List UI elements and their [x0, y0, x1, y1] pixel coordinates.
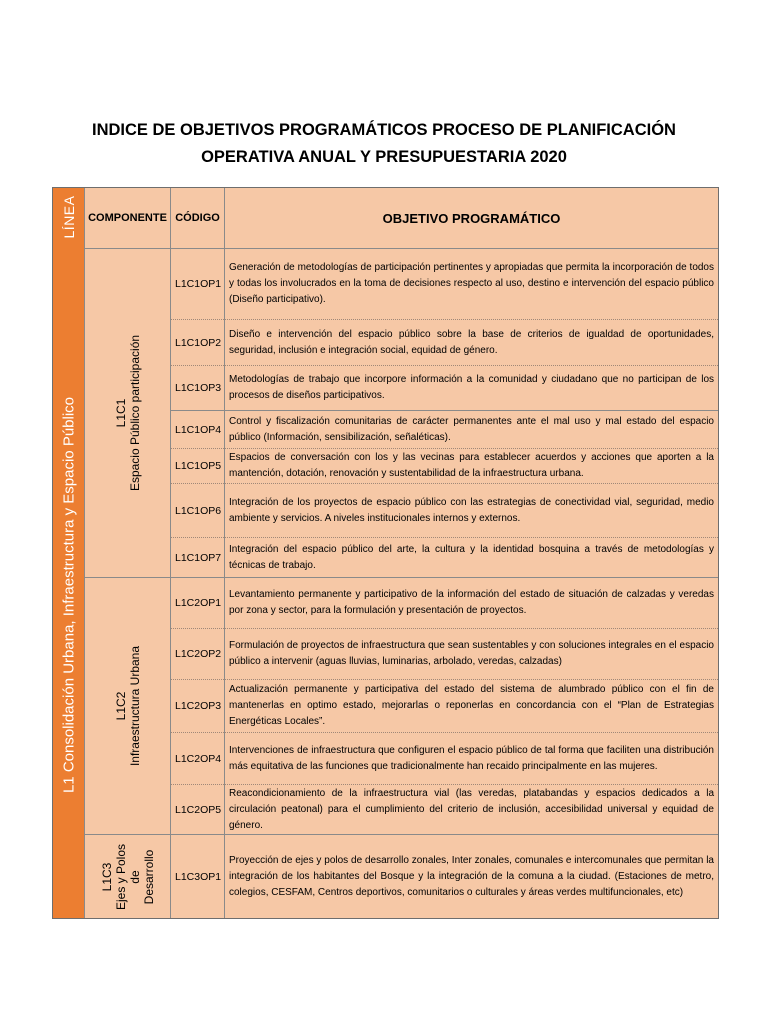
component-l1c2-text: L1C2 Infraestructura Urbana [113, 645, 142, 767]
title-line-2: OPERATIVA ANUAL Y PRESUPUESTARIA 2020 [201, 148, 567, 166]
title-line-1: INDICE DE OBJETIVOS PROGRAMÁTICOS PROCESO DE PLANIFICACIÓN [92, 121, 676, 139]
objective-cell: Actualización permanente y participativa del estado del sistema de alumbrado público con el fin de mantenerlas en optimo estado, mejorarlas o reponerlas en concordancia con el “Plan de Estrategias Energéticas Locales”. [224, 679, 718, 732]
objective-cell: Proyección de ejes y polos de desarrollo zonales, Inter zonales, comunales e intercomunales que permitan la integración de los habitantes del Bosque y la integración de la comuna a la ciudad. (Estaciones de metro, colegios, CESFAM, Centros deportivos, comunitarios o culturales y áreas verdes multifuncionales, etc) [224, 834, 718, 918]
code-cell: L1C2OP3 [170, 679, 224, 732]
objective-cell: Control y fiscalización comunitarias de carácter permanentes ante el mal uso y mal estado del espacio público (Información, sensibilización, señaléticas). [224, 410, 718, 448]
header-componente: COMPONENTE [84, 188, 170, 248]
component-l1c2 [84, 577, 170, 834]
component-l1c1-text: L1C1 Espacio Público participación [113, 334, 142, 492]
code-cell: L1C1OP4 [170, 410, 224, 448]
code-cell: L1C1OP3 [170, 365, 224, 410]
code-cell: L1C1OP5 [170, 448, 224, 483]
objective-cell: Metodologías de trabajo que incorpore información a la comunidad y ciudadano que no participan de los procesos de diseños participativos. [224, 365, 718, 410]
objective-cell: Levantamiento permanente y participativo de la información del estado de situación de calzadas y veredas por zona y sector, para la formulación y presentación de proyectos. [224, 577, 718, 628]
header-codigo: CÓDIGO [170, 188, 224, 248]
objectives-table [52, 187, 719, 919]
component-l1c1 [84, 248, 170, 577]
objective-cell: Espacios de conversación con los y las vecinas para establecer acuerdos y acciones que aporten a la mantención, dotación, renovación y sustentabilidad de la infraestructura urbana. [224, 448, 718, 483]
objective-cell: Reacondicionamiento de la infraestructura vial (las veredas, platabandas y espacios dedicados a la circulación peatonal) para el cumplimiento del criterio de inclusión, accesibilidad universal y equidad de género. [224, 784, 718, 834]
code-cell: L1C2OP4 [170, 732, 224, 784]
code-cell: L1C2OP5 [170, 784, 224, 834]
linea-column [53, 188, 84, 918]
objective-cell: Diseño e intervención del espacio público sobre la base de criterios de igualdad de oportunidades, seguridad, inclusión e integración social, equidad de género. [224, 319, 718, 365]
header-objetivo: OBJETIVO PROGRAMÁTICO [224, 188, 718, 248]
linea-name: L1 Consolidación Urbana, Infraestructura y Espacio Público [60, 396, 77, 794]
code-cell: L1C2OP1 [170, 577, 224, 628]
objective-cell: Generación de metodologías de participación pertinentes y apropiadas que permita la incorporación de todos y todas los involucrados en la toma de decisiones respecto al uso, destino e intervención del espacio público (Diseño participativo). [224, 248, 718, 319]
objective-cell: Intervenciones de infraestructura que configuren el espacio público de tal forma que faciliten una distribución más equitativa de las funciones que tradicionalmente han recaido principalmente en las mujeres. [224, 732, 718, 784]
code-cell: L1C2OP2 [170, 628, 224, 679]
objective-cell: Formulación de proyectos de infraestructura que sean sustentables y con soluciones integrales en el espacio público a intervenir (aguas lluvias, luminarias, arbolado, veredas, calzadas) [224, 628, 718, 679]
code-cell: L1C3OP1 [170, 834, 224, 918]
component-l1c3 [84, 834, 170, 918]
document-title [0, 117, 768, 171]
linea-header: LÍNEA [60, 195, 77, 239]
code-cell: L1C1OP2 [170, 319, 224, 365]
code-cell: L1C1OP1 [170, 248, 224, 319]
objective-cell: Integración de los proyectos de espacio público con las estrategias de conectividad vial, seguridad, medio ambiente y servicios. A niveles institucionales internos y externos. [224, 483, 718, 537]
code-cell: L1C1OP6 [170, 483, 224, 537]
objective-cell: Integración del espacio público del arte, la cultura y la identidad bosquina a través de metodologías y técnicas de trabajo. [224, 537, 718, 577]
component-l1c3-text: L1C3 Ejes y Polos de Desarrollo [99, 843, 156, 910]
code-cell: L1C1OP7 [170, 537, 224, 577]
